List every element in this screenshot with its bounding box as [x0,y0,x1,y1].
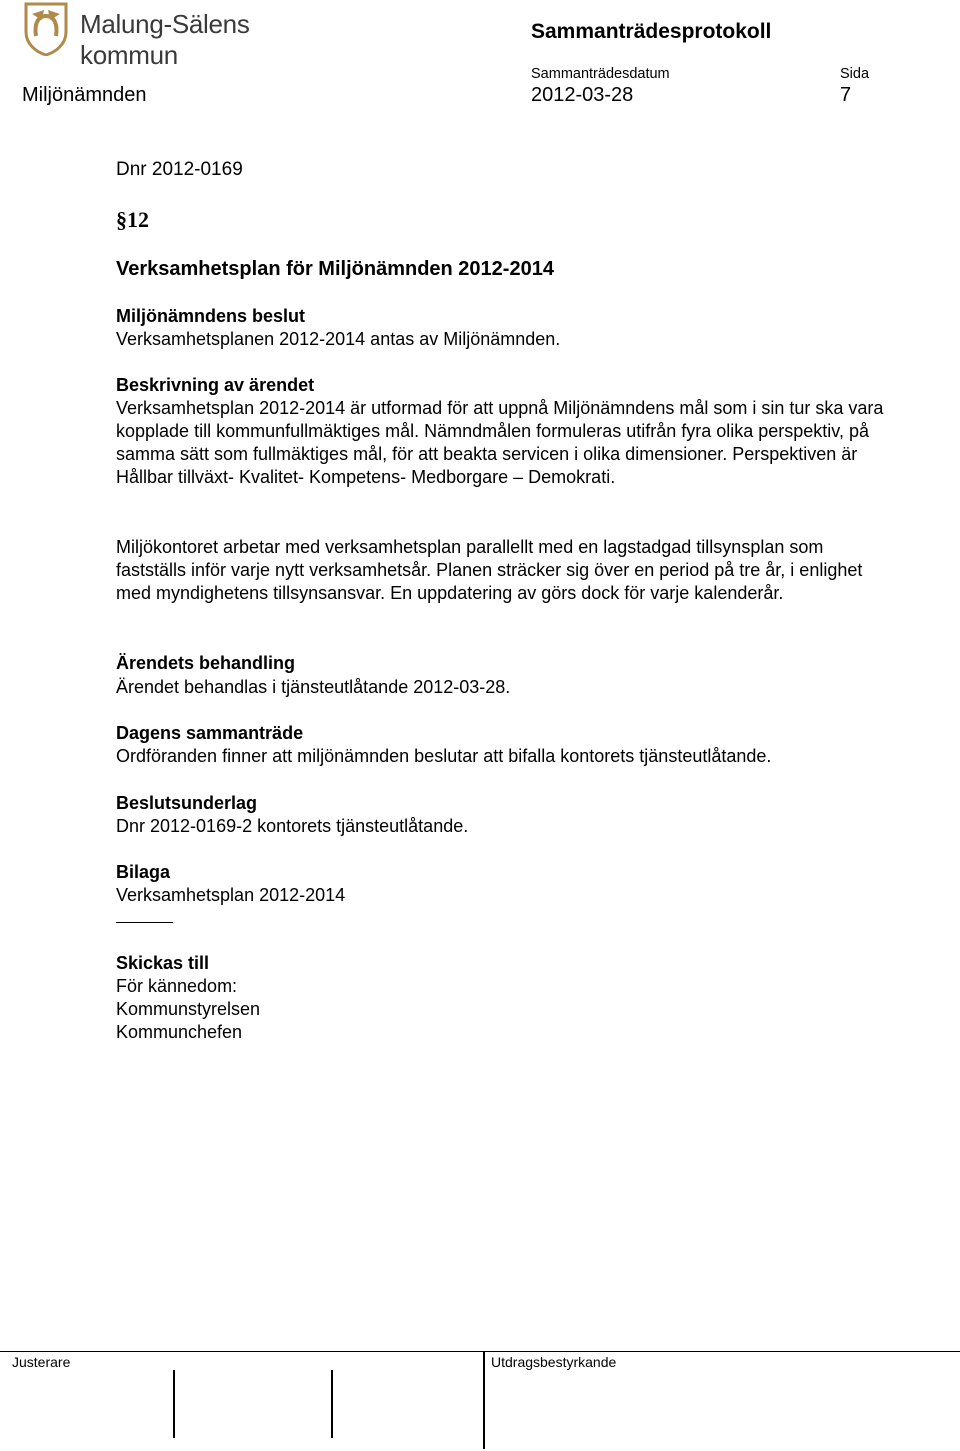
horseshoe-shield-icon [22,2,70,56]
description-heading: Beskrivning av ärendet [116,375,315,395]
signature-box-divider [331,1370,333,1438]
page-label: Sida [840,66,870,82]
send-to-intro: För kännedom: [116,976,238,996]
document-type: Sammanträdesprotokoll [531,20,772,43]
basis-heading: Beslutsunderlag [116,793,258,813]
meeting-text: Ordföranden finner att miljönämnden beslutar att bifalla kontorets tjänsteutlåtande. [116,746,772,766]
date-label: Sammanträdesdatum [531,66,670,82]
handling-heading: Ärendets behandling [116,653,296,673]
meeting-date: 2012-03-28 [531,84,634,106]
recipient-item: Kommunchefen [116,1022,243,1042]
footer-divider [0,1351,960,1352]
adjuster-label: Justerare [12,1354,71,1370]
footer-column-divider [483,1351,485,1449]
committee-name: Miljönämnden [22,84,147,106]
meeting-heading: Dagens sammanträde [116,723,304,743]
decision-heading: Miljönämndens beslut [116,306,306,326]
attachment-text: Verksamhetsplan 2012-2014 [116,885,346,905]
separator-rule [116,922,173,923]
description-paragraph-1: Verksamhetsplan 2012-2014 är utformad för att uppnå Miljönämndens mål som i sin tur ska vara kopplade till kommunfullmäktiges mål. Nämndmålen formuleras utifrån fyra olika perspektiv, på samma sätt som fullmäktiges mål, för att beakta servicen i olika dimensioner. Perspektiven är Hållbar tillväxt- Kvalitet- Kompetens- Medborgare – Demokrati. [116,398,884,487]
handling-text: Ärendet behandlas i tjänsteutlåtande 2012-03-28. [116,677,511,697]
attachment-heading: Bilaga [116,862,171,882]
recipient-item: Kommunstyrelsen [116,999,261,1019]
organization-name: Malung-Sälens kommun [80,9,250,70]
section-paragraph-number: §12 [116,207,149,232]
case-number: Dnr 2012-0169 [116,159,243,180]
page-number: 7 [840,84,852,106]
decision-text: Verksamhetsplanen 2012-2014 antas av Miljönämnden. [116,329,561,349]
case-title: Verksamhetsplan för Miljönämnden 2012-2014 [116,258,554,280]
send-to-heading: Skickas till [116,953,210,973]
description-paragraph-2: Miljökontoret arbetar med verksamhetsplan parallellt med en lagstadgad tillsynsplan som fastställs inför varje nytt verksamhetsår. Planen sträcker sig över en period på tre år, i enlighet med myndighetens tillsynsansvar. En uppdatering av görs dock för varje kalenderår. [116,537,863,603]
signature-box-divider [173,1370,175,1438]
extract-verification-label: Utdragsbestyrkande [491,1354,617,1370]
basis-text: Dnr 2012-0169-2 kontorets tjänsteutlåtande. [116,816,469,836]
section-number: 12 [127,207,149,232]
municipality-logo [22,2,322,70]
